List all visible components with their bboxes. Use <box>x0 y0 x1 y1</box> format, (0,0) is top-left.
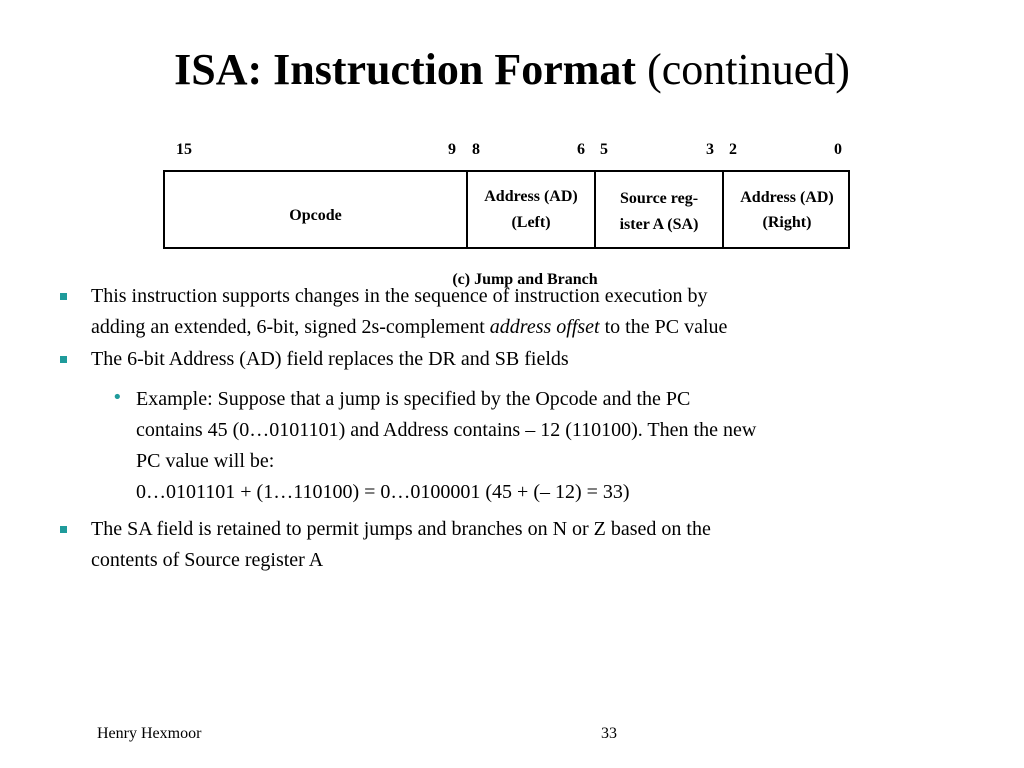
bullet-text-segment: to the PC value <box>599 316 728 338</box>
field-source-reg-line2: ister A (SA) <box>619 216 699 233</box>
dot-bullet-icon: • <box>112 387 123 408</box>
title-suffix: (continued) <box>647 45 850 94</box>
footer-author: Henry Hexmoor <box>97 725 202 742</box>
field-address-left-line2: (Left) <box>511 214 551 231</box>
square-bullet-icon <box>60 356 67 363</box>
bullet-text-line <box>91 312 727 343</box>
sub-bullet-text-line: PC value will be: <box>136 450 275 472</box>
bit-number: 0 <box>834 141 842 158</box>
page-number: 33 <box>601 725 617 742</box>
field-opcode: Opcode <box>289 207 342 224</box>
bit-number: 8 <box>472 141 480 158</box>
bullet-text-segment: adding an extended, 6-bit, signed 2s-complement <box>91 316 490 338</box>
square-bullet-icon <box>60 293 67 300</box>
format-caption: (c) Jump and Branch <box>452 271 598 288</box>
field-source-reg-line1: Source reg- <box>619 190 699 207</box>
instruction-format-box <box>163 170 850 249</box>
slide-title <box>0 40 1024 100</box>
bullet-text-emphasis: address offset <box>489 316 600 338</box>
title-main: ISA: Instruction Format <box>174 45 637 94</box>
bit-number: 2 <box>729 141 737 158</box>
sub-bullet-text-line: contains 45 (0…0101101) and Address contains – 12 (110100). Then the new <box>136 419 757 441</box>
sub-bullet-text-line: Example: Suppose that a jump is specified by the Opcode and the PC <box>136 388 691 410</box>
bit-number: 3 <box>706 141 714 158</box>
bullet-text-line: The 6-bit Address (AD) field replaces the DR and SB fields <box>91 348 569 370</box>
field-address-right-line2: (Right) <box>762 214 812 231</box>
field-address-left-line1: Address (AD) <box>484 188 578 205</box>
square-bullet-icon <box>60 526 67 533</box>
bit-number: 5 <box>600 141 608 158</box>
bullet-text-line: contents of Source register A <box>91 549 324 571</box>
bit-number: 15 <box>176 141 192 158</box>
bullet-text-line: The SA field is retained to permit jumps and branches on N or Z based on the <box>91 518 711 540</box>
bit-number: 6 <box>577 141 585 158</box>
sub-bullet-text-line: 0…0101101 + (1…110100) = 0…0100001 (45 + (– 12) = 33) <box>136 481 630 503</box>
bit-number: 9 <box>448 141 456 158</box>
field-address-right-line1: Address (AD) <box>740 189 834 206</box>
bullet-text-line: This instruction supports changes in the sequence of instruction execution by <box>91 285 708 307</box>
